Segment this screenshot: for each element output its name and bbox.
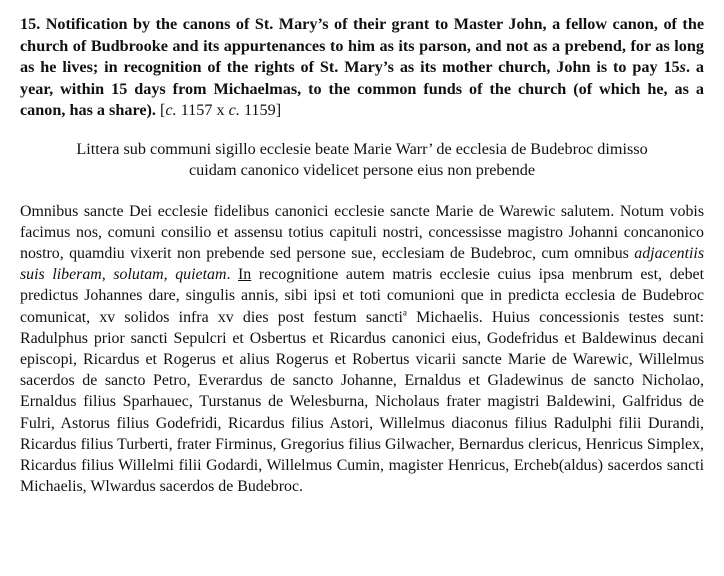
date-year-1: 1157 x <box>176 101 229 119</box>
charter-summary <box>20 15 704 119</box>
charter-text-underlined: In <box>238 266 252 284</box>
date-bracket-open: [ <box>160 101 166 119</box>
charter-heading <box>20 14 704 122</box>
charter-number: 15. <box>20 15 41 33</box>
charter-date <box>160 101 281 119</box>
charter-text-part-4: Michaelis. Huius concessionis testes sunt: Radulphus prior sancti Sepulcri et Osbertus et Ricardus canonici eius, Godefridus et Baldewinus decani episcopi, Ricardus et Rogerus et alius Rogerus et Robertus vicarii sancte Marie de Warewic, Willelmus sacerdos de sancto Petro, Everardus de sancto Johanne, Ernaldus et Gladewinus de sancto Nicholao, Ernaldus filius Sparhauec, Turstanus de Welesburna, Nicholaus frater magistri Baldewini, Galfridus de Fulri, Astorus filius Godefridi, Ricardus filius Astori, Willelmus diaconus filius Radulphi filii Durandi, Ricardus filius Turberti, frater Firminus, Gregorius filius Gilwacher, Bernardus clericus, Henricus Simplex, Ricardus filius Willelmi filii Godardi, Willelmus Cumin, magister Henricus, Ercheb(aldus) sacerdos sancti Michaelis, Wlwardus sacerdos de Budebroc. <box>20 308 704 496</box>
date-circa-1: c. <box>165 101 177 119</box>
charter-text-italic: adjacentiis suis liberam, solutam, quietam <box>20 244 704 284</box>
charter-summary-text: Notification by the canons of St. Mary’s of their grant to Master John, a fellow canon, of the church of Budbrooke and its appurtenances to him as its parson, and not as a prebend, for as long as he lives; in recognition of the rights of St. Mary’s as its mother church, John is to pay 15 <box>20 15 705 76</box>
charter-text-part-2: . <box>226 266 239 284</box>
date-circa-2: c. <box>228 101 240 119</box>
date-year-2: 1159] <box>239 101 282 119</box>
charter-text-part-1: Omnibus sancte Dei ecclesie fidelibus canonici ecclesie sancte Marie de Warewic salutem. Notum vobis facimus nos, comuni consilio et assensu totius capituli nostri, concessisse magistro Johanni concanonico nostro, quamdiu vixerit non prebende sed persone sue, ecclesiam de Budebroc, cum omnibus <box>20 202 704 262</box>
shilling-unit: s <box>679 58 686 76</box>
charter-summary-text-end: . a year, within 15 days from Michaelmas, to the common funds of the church (of which he, as a canon, has a share). <box>20 58 704 119</box>
charter-text-part-3: recognitione autem matris ecclesie cuius ipsa menbrum est, debet predictus Johannes dare, singulis annis, sibi ipsi et toti comunioni que in predicta ecclesia de Budebroc comunicat, xv solidos infra xv dies post festum sancti <box>20 266 705 326</box>
charter-text <box>20 201 704 498</box>
footnote-marker: a <box>402 307 407 318</box>
charter-rubric: Littera sub communi sigillo ecclesie beate Marie Warr’ de ecclesia de Budebroc dimisso cuidam canonico videlicet persone eius non prebende <box>76 139 648 179</box>
